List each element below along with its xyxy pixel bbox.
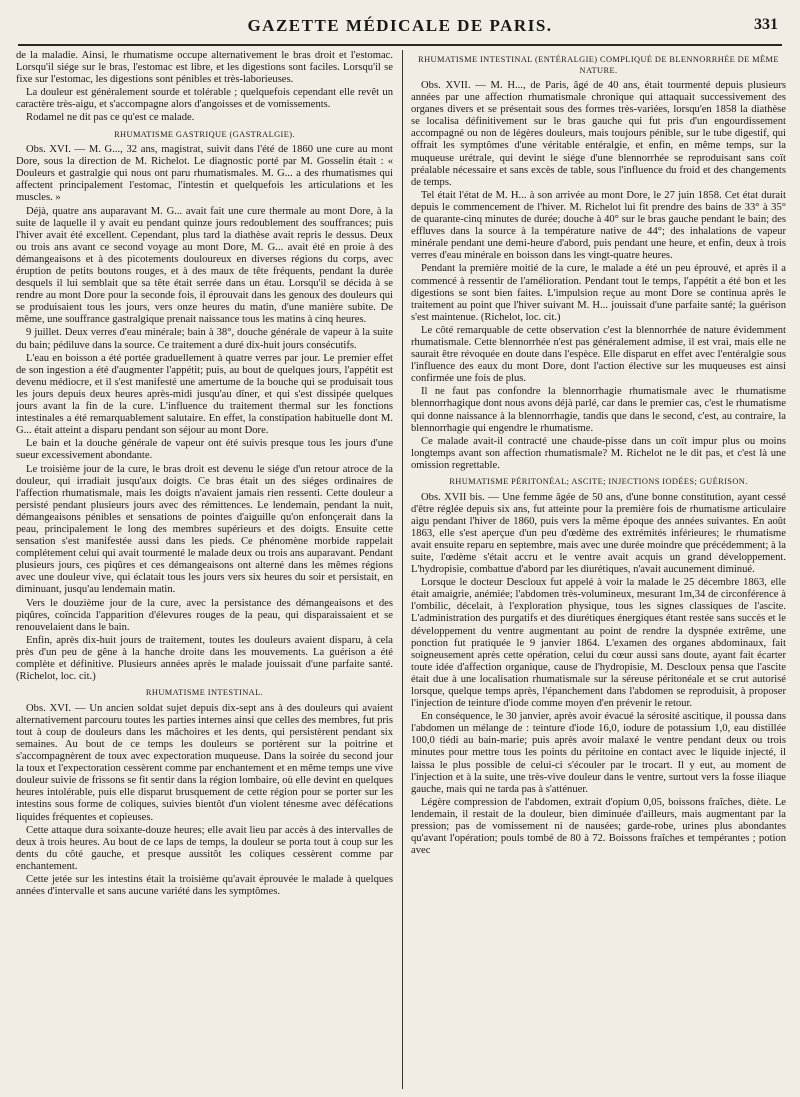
- observation-paragraph: Obs. XVII bis. — Une femme âgée de 50 ans, d'une bonne constitution, ayant cessé d'être réglée depuis six ans, fut atteinte pour la première fois de rhumatisme articulaire aigu pendant l'hiver de 1860, puis vers la même époque des années suivantes. En août 1863, elle s'est aperçue d'un peu d'œdème des extrémités inférieures; le rhumatisme avait ensuite reparu en septembre, mais avec une durée moindre que précédemment; à la suite, l'œdème s'était accru et le ventre avait acquis un grand développement. L'hydropisie, combattue d'abord par les diurétiques, n'avait aucunement diminué.: [411, 491, 786, 576]
- paragraph: Vers le douzième jour de la cure, avec la persistance des démangeaisons et des piqûres, coïncida l'apparition d'élevures rouges de la peau, qui disparaissaient et se renouvelaient dans le bain.: [16, 597, 393, 633]
- paragraph: Rodamel ne dit pas ce qu'est ce malade.: [26, 112, 195, 124]
- page-header: [18, 10, 782, 46]
- paragraph: Le bain et la douche générale de vapeur ont été suivis presque tous les jours d'une sueur excessivement abondante.: [16, 438, 393, 462]
- right-column: [411, 50, 786, 1089]
- paragraph: Légère compression de l'abdomen, extrait d'opium 0,05, boissons fraîches, diète. Le lendemain, il restait de la douleur, bien diminuée d'ailleurs, mais augmentant par la pression; pas de vomissement ni de nausées; garde-robe, urines plus abondantes qu'avant l'opération; pouls tombé de 80 à 72. Boissons fraîches et tempérantes ; potion avec: [411, 796, 786, 857]
- paragraph: Déjà, quatre ans auparavant M. G... avait fait une cure thermale au mont Dore, à la suite de laquelle il y avait eu pendant quinze jours redoublement des souffrances; puis l'hiver avait été excellent. Cependant, plus tard la diathèse avait repris le dessus. Deux ou trois ans avant ce second voyage au mont Dore, M. G... avait été en proie à des démangeaisons et à des picotements douloureux en diverses régions du corps, avec éruption de petits boutons rouges, et à des maux de tête fréquents, pendant la durée desquels il lui semblait que sa tête était serrée dans un étau. Lorsqu'il se décida à se rendre au mont Dore pour la seconde fois, il éprouvait dans les genoux des douleurs qui se produisaient tous les jours, vers onze heures du matin, d'une manière subite. De même, une souffrance gastralgique prenait naissance tous les matins à cinq heures.: [16, 205, 393, 326]
- section-heading: RHUMATISME GASTRIQUE (GASTRALGIE).: [114, 129, 295, 139]
- paragraph: Tel était l'état de M. H... à son arrivée au mont Dore, le 27 juin 1858. Cet état durait depuis le commencement de l'hiver. M. Richelot lui fit prendre des bains de 33° à 35° de quarante-cinq minutes de durée; douche à 40° sur le bras gauche pendant le bain; des effluves dans la source à la température native de 44°; des inhalations de vapeur minérale pendant une demi-heure d'abord, puis pendant une heure, et enfin, deux à trois verres d'eau minérale en boisson dans les vingt-quatre heures.: [411, 189, 786, 262]
- journal-title: GAZETTE MÉDICALE DE PARIS.: [247, 16, 553, 35]
- left-column: [16, 50, 393, 1089]
- observation-paragraph: Obs. XVI. — M. G..., 32 ans, magistrat, suivit dans l'été de 1860 une cure au mont Dore, sous la direction de M. Richelot. Le diagnostic porté par M. Gosselin était : « Douleurs et gastralgie qui nous ont paru rhumatismales. M. G... a des rhumatismes qui affectent principalement l'estomac, l'intestin et quelquefois les articulations et les muscles. »: [16, 144, 393, 204]
- paragraph: La douleur est généralement sourde et tolérable ; quelquefois cependant elle revêt un caractère très-aigu, et s'accompagne alors d'angoisses et de vomissements.: [16, 87, 393, 111]
- paragraph: Cette attaque dura soixante-douze heures; elle avait lieu par accès à des intervalles de deux à trois heures. Au bout de ce laps de temps, la douleur se porta tout à coup sur les dents du côté gauche, et presque aussitôt les coliques cessèrent comme par enchantement.: [16, 824, 393, 872]
- section-heading: RHUMATISME PÉRITONÉAL; ASCITE; INJECTIONS IODÉES; GUÉRISON.: [449, 477, 748, 486]
- paragraph: Le côté remarquable de cette observation c'est la blennorrhée de nature évidemment rhumatismale. Cette blennorrhée n'est pas généralement admise, il est vrai, mais elle ne saurait être révoquée en doute dans l'espèce. Elle disparut en effet avec l'entéralgie sous l'influence des eaux du mont Dore, dont l'action élective sur les muqueuses est ainsi confirmée une fois de plus.: [411, 324, 786, 385]
- paragraph: En conséquence, le 30 janvier, après avoir évacué la sérosité ascitique, il poussa dans l'abdomen un mélange de : teinture d'iode 16,0, iodure de potassium 1,0, eau distillée 100,0 tiédi au bain-marie; puis après avoir malaxé le ventre pendant deux ou trois minutes pour mettre tous les points du péritoine en contact avec le liquide injecté, il laissa le plus possible de celui-ci s'écouler par le trocart. Il y eut, au moment de l'injection et à la suite, une très-vive douleur dans le ventre, surtout vers la fosse iliaque gauche, mais qui ne tarda pas à s'atténuer.: [411, 711, 786, 795]
- paragraph: de la maladie. Ainsi, le rhumatisme occupe alternativement le bras droit et l'estomac. Lorsqu'il siége sur le bras, l'estomac est libre, et les digestions sont faciles. Lorsqu'il se fixe sur l'estomac, les digestions sont pénibles et très-laborieuses.: [16, 50, 393, 86]
- paragraph: Le troisième jour de la cure, le bras droit est devenu le siége d'un retour atroce de la douleur, qui irradiait jusqu'aux doigts. Ce bras était un des siéges ordinaires de l'affection rhumatismale, mais les doigts n'avaient jamais rien ressenti. Cette douleur a persisté pendant plusieurs jours avec des rémittences. Le lendemain, pendant la nuit, démangeaisons pénibles et sensations de pointes d'aiguille qu'on enfonçerait dans la peau, principalement le long des membres supérieurs et des doigts. Ensuite cette sensation s'est manifestée aussi dans les pieds. Ce phénomène morbide rappelait complétement celui qui avait tourmenté le malade deux ou trois ans auparavant. Pendant plusieurs jours, ces piqûres et ces démangeaisons ont alterné dans les mêmes régions avec une douleur vive, qui éclatait tous les jours vers six heures du soir et persistait, en diminuant, jusqu'au lendemain matin.: [16, 463, 393, 596]
- section-heading: RHUMATISME INTESTINAL (ENTÉRALGIE) COMPLIQUÉ DE BLENNORRHÉE DE MÊME NATURE.: [418, 55, 779, 75]
- paragraph: Il ne faut pas confondre la blennorrhagie rhumatismale avec le rhumatisme blennorrhagique dont nous avons déjà parlé, car dans le premier cas, c'est le rhumatisme qui donne naissance à la blennorrhagie, tandis que dans le second, c'est, au contraire, la blennorrhagie qui engendre le rhumatisme.: [411, 386, 786, 434]
- paragraph: Ce malade avait-il contracté une chaude-pisse dans un coït impur plus ou moins longtemps avant son affection rhumatismale? M. Richelot ne le dit pas, et c'est là une omission regrettable.: [411, 435, 786, 471]
- page-number: 331: [754, 16, 778, 33]
- observation-paragraph: Obs. XVI. — Un ancien soldat sujet depuis dix-sept ans à des douleurs qui avaient alternativement parcouru toutes les parties internes ainsi que celles des membres, fut pris tout à coup de douleurs dans les mâchoires et les dents, qui persistèrent pendant six semaines. Au bout de ce temps les douleurs se portèrent sur la poitrine et s'accompagnèrent de toux avec expectoration muqueuse. Dans la soirée du second jour la toux et l'expectoration cessèrent comme par enchantement et en même temps une vive douleur suivie de frissons se fit sentir dans la région lombaire, où elle devint en quelques heures intolérable, puis elle disparut brusquement de cette région pour se porter sur les intestins sous forme de coliques, suivies bientôt d'un violent ténesme avec défécations liquides fréquentes et copieuses.: [16, 702, 393, 823]
- section-heading: RHUMATISME INTESTINAL.: [145, 688, 264, 698]
- paragraph: Cette jetée sur les intestins était la troisième qu'avait éprouvée le malade à quelques années d'intervalle et sans aucune variété dans les symptômes.: [16, 874, 393, 898]
- paragraph: 9 juillet. Deux verres d'eau minérale; bain à 38°, douche générale de vapeur à la suite du bain; pédiluve dans la source. Ce traitement a duré dix-huit jours consécutifs.: [16, 327, 393, 351]
- paragraph: L'eau en boisson a été portée graduellement à quatre verres par jour. Le premier effet de son ingestion a été d'augmenter l'appétit; puis, au bout de quelques jours, l'appétit est devenu médiocre, et il s'est manifesté une amertume de la bouche qui se produisait tous les jours depuis deux heures après-midi jusqu'au dîner, et qui s'est dissipée quelques jours avant la fin de la cure. L'influence du traitement thermal sur les fonctions intestinales a été remarquablement salutaire. En effet, la constipation habituelle dont M. G... était atteint a disparu pendant son séjour au mont Dore.: [16, 352, 393, 437]
- paragraph: Enfin, après dix-huit jours de traitement, toutes les douleurs avaient disparu, à cela près d'un peu de gêne à la hanche droite dans les mouvements. La guérison a été complète et définitive. Plusieurs années après le malade jouissait d'une parfaite santé. (Richelot, loc. cit.): [16, 634, 393, 683]
- column-divider: [402, 50, 403, 1089]
- paragraph: Lorsque le docteur Desclouх fut appelé à voir la malade le 25 décembre 1863, elle était amaigrie, anémiée; l'abdomen très-volumineux, mesurant 1m,34 de circonférence à l'ombilic, décelait, à l'exploration physique, tous les signes classiques de l'ascite. L'administration des purgatifs et des diurétiques énergiques étant restée sans succès et le développement du ventre augmentant au point de rendre la dyspnée extrême, une ponction fut pratiquée le 9 janvier 1864. L'examen des organes abdominaux, fait soigneusement après cette opération, celui du cœur aussi sans doute, ayant fait écarter toute idée d'affection organique, cause de l'hydropisie, M. Descloux pensa que l'ascite était due à une localisation rhumatismale sur la séreuse péritonéale et se crut autorisé lorsque, quelque temps après, l'épanchement dans l'abdomen se reproduisit, à proposer l'injection de teinture d'iode comme moyen d'en prévenir le retour.: [411, 577, 786, 710]
- observation-paragraph: Obs. XVII. — M. H..., de Paris, âgé de 40 ans, était tourmenté depuis plusieurs années par une affection rhumatismale chronique qui attaquait successivement des organes divers et se présentait sous des formes très-variées, lorsqu'en 1858 la diathèse se localisa définitivement sur le bras gauche qui fut pris d'un engourdissement accompagné ou non de légères douleurs, mais toujours pénible, sur le tube digestif, qui offrait les symptômes d'une véritable entéralgie, et enfin, en même temps, sur la muqueuse urétrale, qui devint le siége d'une blennorrhée se reproduisant sans coït préalable nécessaire et sans excès de table, sous l'influence du froid et des changements de temps.: [411, 80, 786, 188]
- paragraph: Pendant la première moitié de la cure, le malade a été un peu éprouvé, et après il a commencé à ressentir de l'amélioration. Pendant tout le temps, l'appétit a été bon et les digestions se sont bien faites. L'impulsion reçue au mont Dore se continua après le traitement au point que l'hiver suivant M. H... jouissait d'une parfaite santé; la guérison s'est maintenue. (Richelot, loc. cit.): [411, 263, 786, 323]
